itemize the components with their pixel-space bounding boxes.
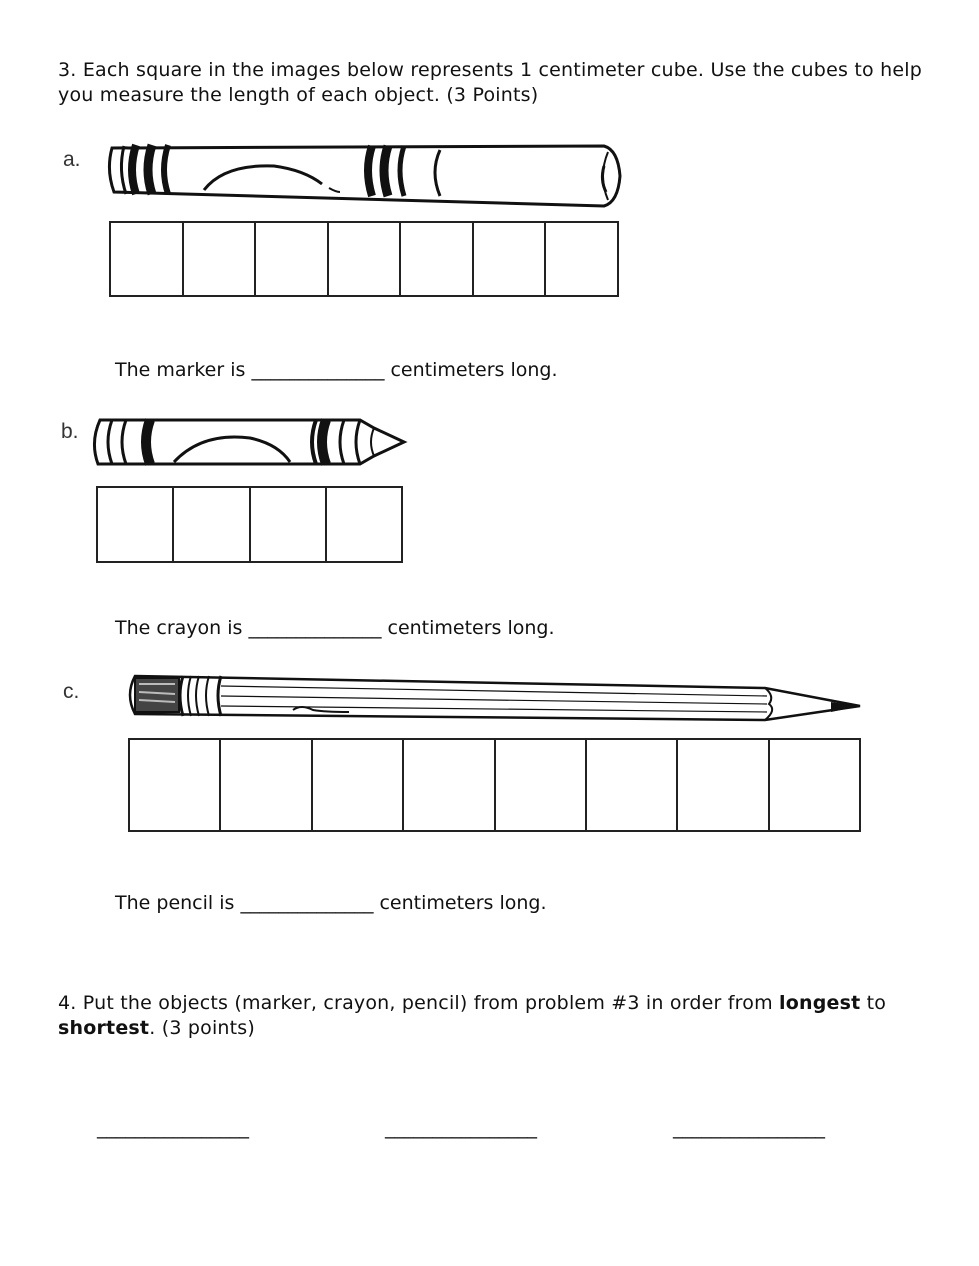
centimeter-square: [219, 740, 310, 830]
centimeter-square: [130, 740, 219, 830]
centimeter-square: [254, 223, 327, 295]
marker-answer-line: [115, 359, 558, 381]
middle-answer-blank[interactable]: ________________: [385, 1117, 537, 1139]
centimeter-square: [472, 223, 545, 295]
item-c-letter: c.: [63, 680, 80, 703]
pencil-answer-blank[interactable]: ______________: [240, 892, 374, 914]
centimeter-square: [768, 740, 859, 830]
answer-prefix: The crayon is: [115, 617, 249, 639]
centimeter-square: [399, 223, 472, 295]
crayon-answer-line: [115, 617, 555, 639]
q4-bold-shortest: shortest: [58, 1017, 150, 1039]
question-4-text: [58, 991, 922, 1041]
answer-suffix: centimeters long.: [373, 892, 547, 914]
item-b-letter: b.: [61, 420, 79, 443]
centimeter-square: [98, 488, 172, 561]
centimeter-square: [585, 740, 676, 830]
crayon-illustration: [90, 412, 410, 472]
centimeter-square: [182, 223, 255, 295]
centimeter-square: [325, 488, 401, 561]
centimeter-square: [402, 740, 493, 830]
centimeter-square: [494, 740, 585, 830]
answer-prefix: The marker is: [115, 359, 252, 381]
centimeter-square: [311, 740, 402, 830]
question-3-text: 3. Each square in the images below represents 1 centimeter cube. Use the cubes to help you measure the length of each object. (3 Points): [58, 59, 922, 106]
shortest-answer-blank[interactable]: ________________: [673, 1117, 825, 1139]
marker-illustration: [104, 136, 624, 211]
centimeter-square: [111, 223, 182, 295]
answer-suffix: centimeters long.: [384, 359, 558, 381]
longest-answer-blank[interactable]: ________________: [97, 1117, 249, 1139]
centimeter-square: [327, 223, 400, 295]
crayon-answer-blank[interactable]: ______________: [248, 617, 382, 639]
centimeter-square: [172, 488, 248, 561]
marker-centimeter-grid: [109, 221, 619, 297]
centimeter-square: [249, 488, 325, 561]
pencil-illustration: [125, 670, 865, 720]
centimeter-square: [544, 223, 617, 295]
marker-answer-blank[interactable]: ______________: [251, 359, 385, 381]
answer-prefix: The pencil is: [115, 892, 241, 914]
crayon-centimeter-grid: [96, 486, 403, 563]
pencil-centimeter-grid: [128, 738, 861, 832]
q4-text-part3: . (3 points): [149, 1017, 256, 1039]
q4-text-part1: 4. Put the objects (marker, crayon, pencil) from problem #3 in order from: [58, 992, 780, 1014]
item-a-letter: a.: [63, 148, 81, 171]
q4-bold-longest: longest: [779, 992, 861, 1014]
pencil-answer-line: [115, 892, 547, 914]
answer-suffix: centimeters long.: [381, 617, 555, 639]
centimeter-square: [676, 740, 767, 830]
q4-text-part2: to: [860, 992, 887, 1014]
